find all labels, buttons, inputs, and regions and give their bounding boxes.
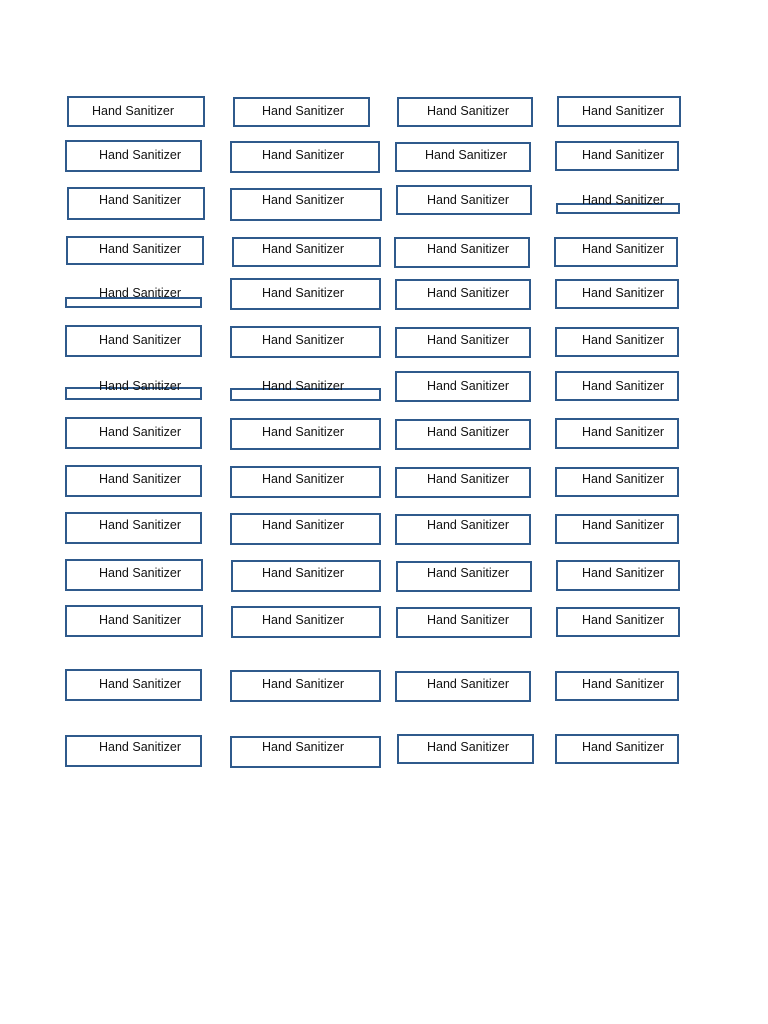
label-text-45: Hand Sanitizer xyxy=(99,613,181,627)
label-text-34: Hand Sanitizer xyxy=(262,472,344,486)
label-text-41: Hand Sanitizer xyxy=(99,566,181,580)
label-text-49: Hand Sanitizer xyxy=(99,677,181,691)
label-text-40: Hand Sanitizer xyxy=(582,518,664,532)
label-text-9: Hand Sanitizer xyxy=(99,193,181,207)
label-text-31: Hand Sanitizer xyxy=(427,425,509,439)
label-text-24: Hand Sanitizer xyxy=(582,333,664,347)
label-text-35: Hand Sanitizer xyxy=(427,472,509,486)
label-text-33: Hand Sanitizer xyxy=(99,472,181,486)
label-text-36: Hand Sanitizer xyxy=(582,472,664,486)
label-text-21: Hand Sanitizer xyxy=(99,333,181,347)
label-text-50: Hand Sanitizer xyxy=(262,677,344,691)
label-text-17: Hand Sanitizer xyxy=(99,286,181,300)
label-text-46: Hand Sanitizer xyxy=(262,613,344,627)
label-text-52: Hand Sanitizer xyxy=(582,677,664,691)
label-text-53: Hand Sanitizer xyxy=(99,740,181,754)
label-text-1: Hand Sanitizer xyxy=(92,104,174,118)
label-text-5: Hand Sanitizer xyxy=(99,148,181,162)
label-text-4: Hand Sanitizer xyxy=(582,104,664,118)
label-text-12: Hand Sanitizer xyxy=(582,193,664,207)
label-text-37: Hand Sanitizer xyxy=(99,518,181,532)
label-text-23: Hand Sanitizer xyxy=(427,333,509,347)
label-text-3: Hand Sanitizer xyxy=(427,104,509,118)
label-text-7: Hand Sanitizer xyxy=(425,148,507,162)
label-text-15: Hand Sanitizer xyxy=(427,242,509,256)
label-text-10: Hand Sanitizer xyxy=(262,193,344,207)
label-text-8: Hand Sanitizer xyxy=(582,148,664,162)
label-text-13: Hand Sanitizer xyxy=(99,242,181,256)
label-text-18: Hand Sanitizer xyxy=(262,286,344,300)
label-text-27: Hand Sanitizer xyxy=(427,379,509,393)
label-text-42: Hand Sanitizer xyxy=(262,566,344,580)
label-text-55: Hand Sanitizer xyxy=(427,740,509,754)
label-text-32: Hand Sanitizer xyxy=(582,425,664,439)
label-text-48: Hand Sanitizer xyxy=(582,613,664,627)
label-text-11: Hand Sanitizer xyxy=(427,193,509,207)
label-text-6: Hand Sanitizer xyxy=(262,148,344,162)
label-text-51: Hand Sanitizer xyxy=(427,677,509,691)
label-text-28: Hand Sanitizer xyxy=(582,379,664,393)
label-text-38: Hand Sanitizer xyxy=(262,518,344,532)
label-text-19: Hand Sanitizer xyxy=(427,286,509,300)
label-text-47: Hand Sanitizer xyxy=(427,613,509,627)
label-text-44: Hand Sanitizer xyxy=(582,566,664,580)
label-text-56: Hand Sanitizer xyxy=(582,740,664,754)
label-text-2: Hand Sanitizer xyxy=(262,104,344,118)
label-text-26: Hand Sanitizer xyxy=(262,379,344,393)
label-text-25: Hand Sanitizer xyxy=(99,379,181,393)
label-text-14: Hand Sanitizer xyxy=(262,242,344,256)
label-text-43: Hand Sanitizer xyxy=(427,566,509,580)
label-text-30: Hand Sanitizer xyxy=(262,425,344,439)
label-text-22: Hand Sanitizer xyxy=(262,333,344,347)
label-text-54: Hand Sanitizer xyxy=(262,740,344,754)
label-text-39: Hand Sanitizer xyxy=(427,518,509,532)
label-text-29: Hand Sanitizer xyxy=(99,425,181,439)
label-text-16: Hand Sanitizer xyxy=(582,242,664,256)
label-text-20: Hand Sanitizer xyxy=(582,286,664,300)
